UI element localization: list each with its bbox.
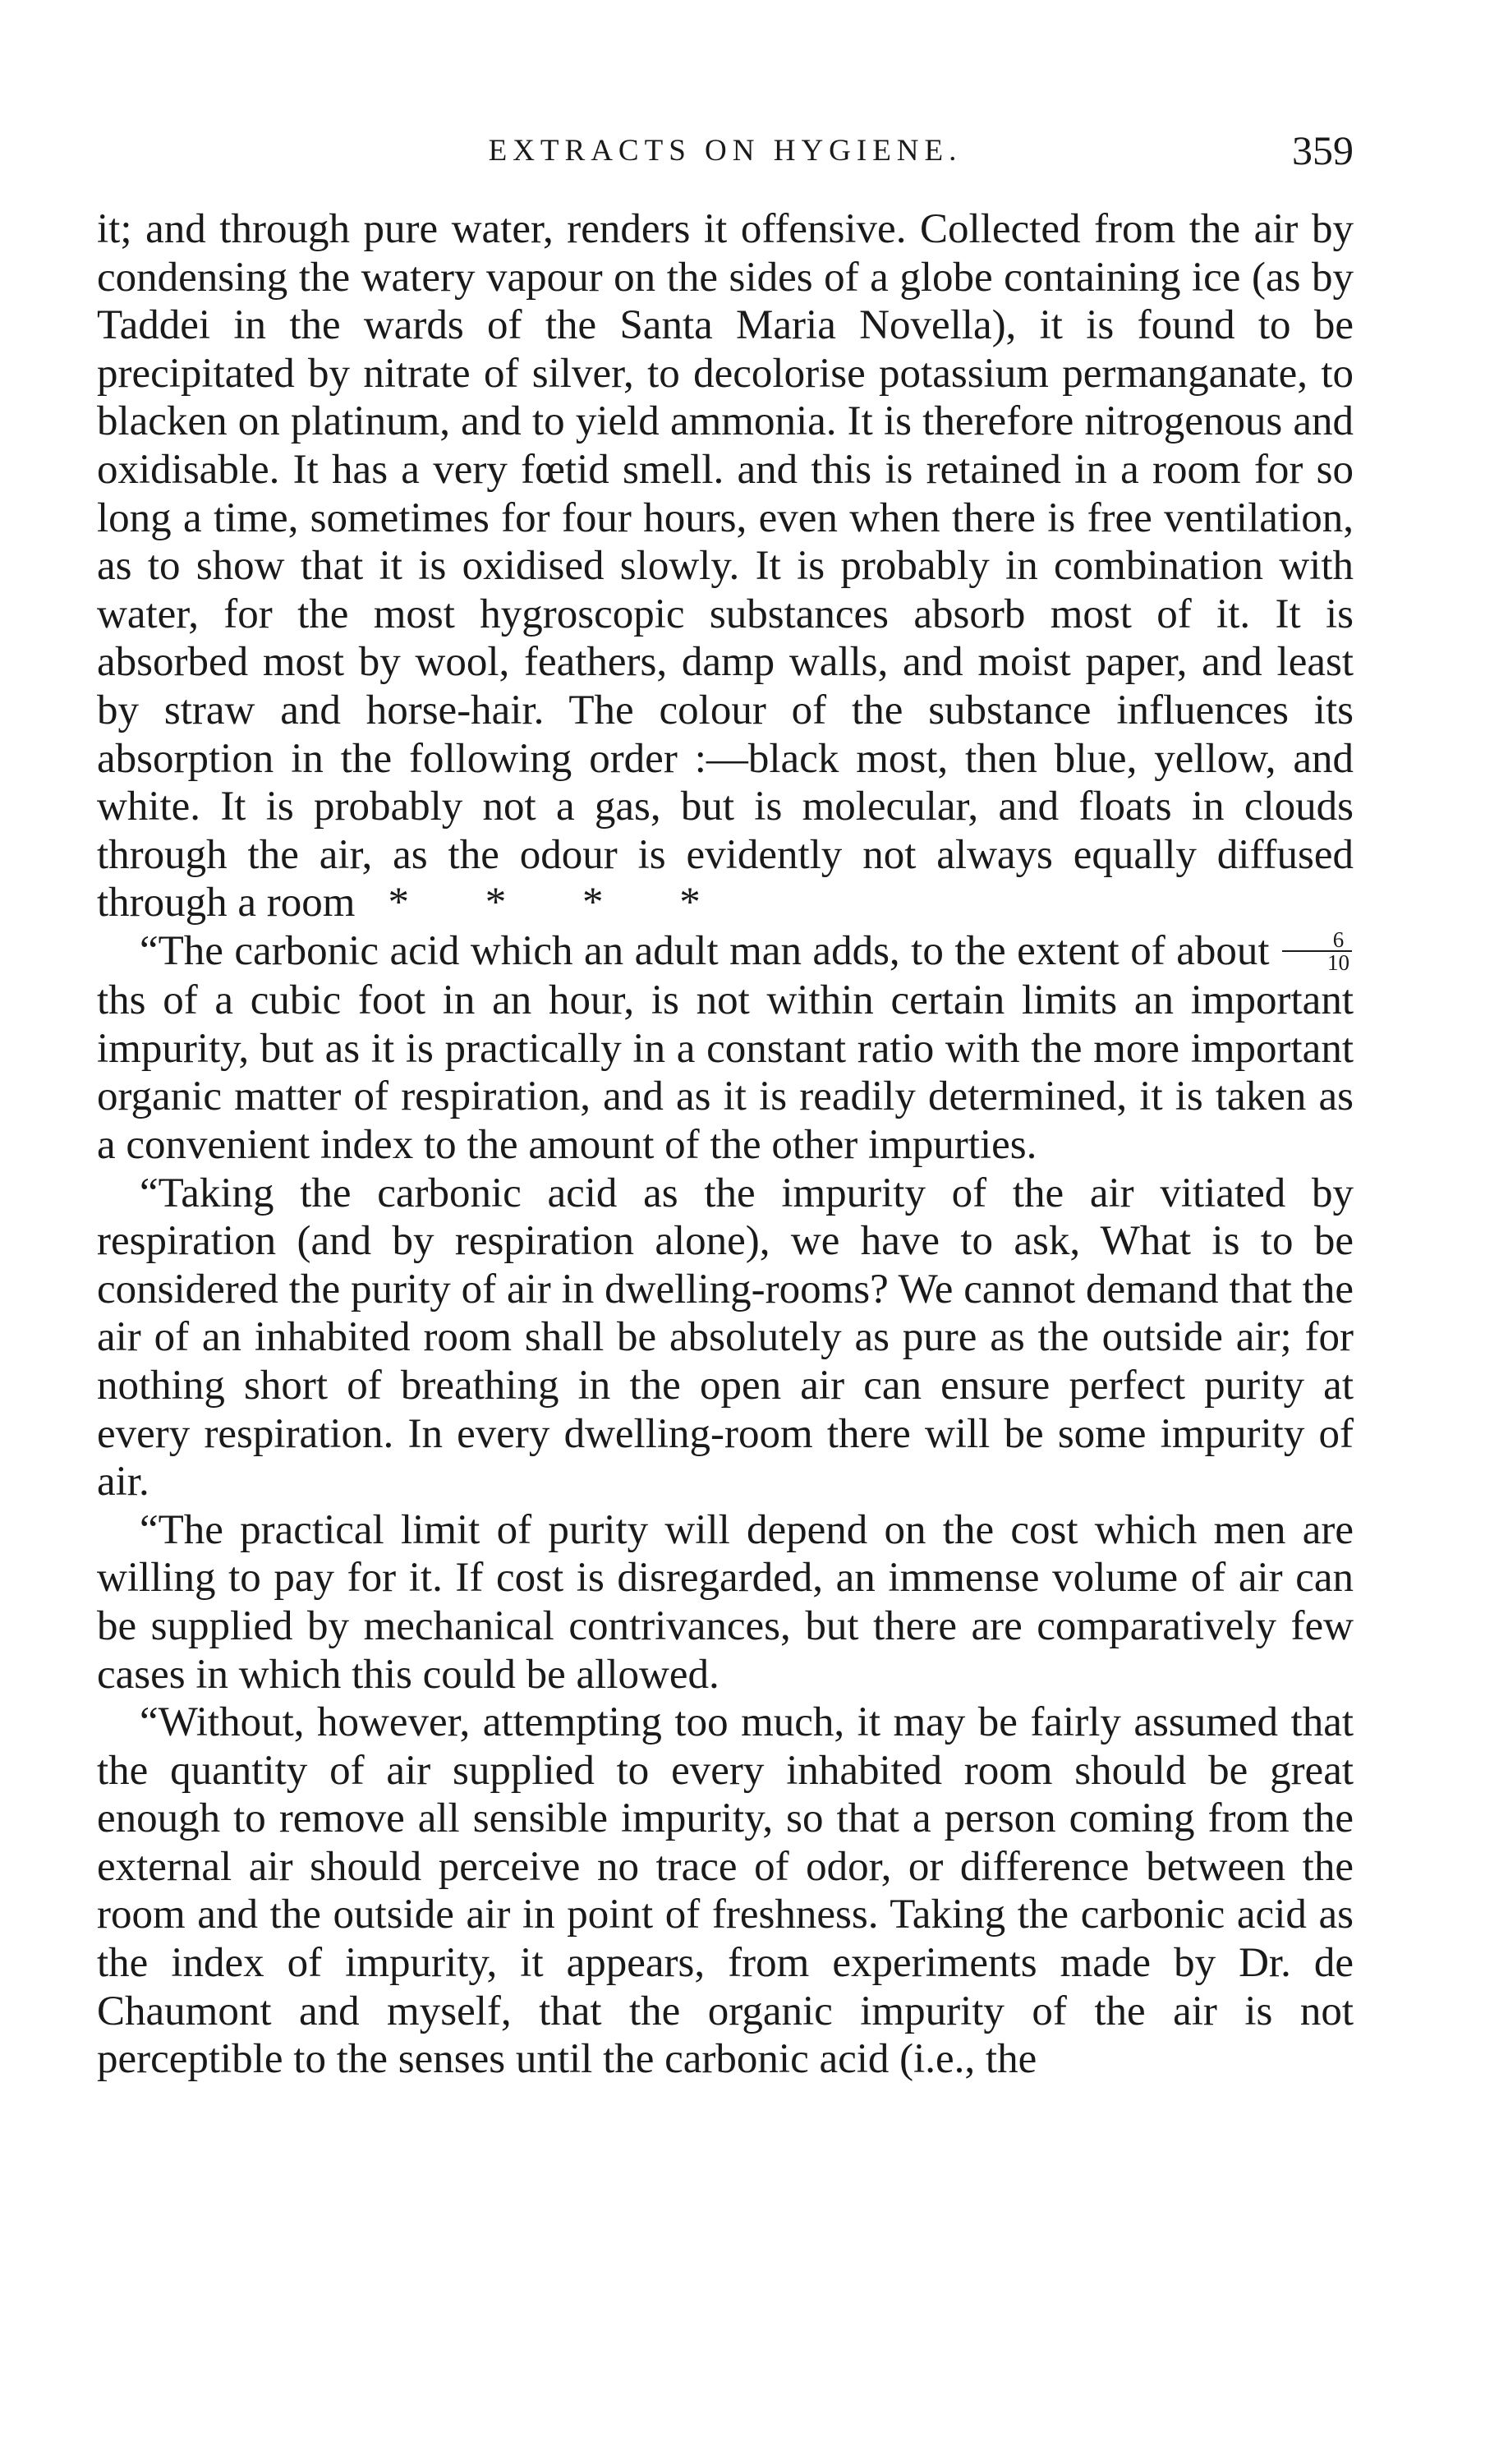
paragraph-1 — [97, 205, 1354, 927]
fraction-numerator: 6 — [1282, 929, 1352, 952]
paragraph-2-text-before: “The carbonic acid which an adult man adds, to the extent of about — [140, 927, 1270, 974]
paragraph-5: “Without, however, attempting too much, it may be fairly assumed that the quantity of air supplied to every inhabited room should be great enough to remove all sensible impurity, so that a person coming from the external air should perceive no trace of odor, or difference between the room and the outside air in point of freshness. Taking the carbonic acid as the index of impurity, it appears, from experiments made by Dr. de Chaumont and myself, that the organic impurity of the air is not perceptible to the senses until the carbonic acid (i.e., the — [97, 1699, 1354, 2083]
paragraph-4: “The practical limit of purity will depend on the cost which men are willing to pay for it. If cost is disregarded, an immense volume of air can be supplied by mechanical contrivances, but there are comparatively few cases in which this could be allowed. — [97, 1506, 1354, 1698]
book-page — [97, 123, 1354, 2084]
fraction-denominator: 10 — [1327, 950, 1350, 976]
body-text — [97, 205, 1354, 2084]
section-break-asterisks: * * * * — [388, 880, 733, 926]
paragraph-1-text: it; and through pure water, renders it offensive. Collected from the air by condensing the watery vapour on the sides of a globe containing ice (as by Taddei in the wards of the Santa Maria Novella), it is found to be precipitated by nitrate of silver, to decolorise potassium permanganate, to blacken on platinum, and to yield ammonia. It is therefore nitrogenous and oxidisable. It has a very fœtid smell. and this is retained in a room for so long a time, sometimes for four hours, even when there is free ventilation, as to show that it is oxidised slowly. It is probably in combination with water, for the most hygroscopic substances absorb most of it. It is absorbed most by wool, feathers, damp walls, and moist paper, and least by straw and horse-hair. The colour of the substance influences its absorption in the following order :—black most, then blue, yellow, and white. It is probably not a gas, but is molecular, and floats in clouds through the air, as the odour is evidently not always equally diffused through a room — [97, 206, 1354, 926]
running-title: EXTRACTS ON HYGIENE. — [488, 134, 963, 168]
paragraph-2-text-after: ths of a cubic foot in an hour, is not within certain limits an important impurity, but as it is practically in a constant ratio with the more important organic matter of respiration, and as it is readily determined, it is taken as a convenient index to the amount of the other impurties. — [97, 977, 1354, 1168]
paragraph-2 — [97, 927, 1354, 1170]
page-number: 359 — [1292, 127, 1354, 173]
running-head — [97, 123, 1354, 181]
fraction-six-tenths — [1282, 927, 1352, 976]
paragraph-3: “Taking the carbonic acid as the impurity of the air vitiated by respiration (and by respiration alone), we have to ask, What is to be considered the purity of air in dwelling-rooms? We cannot demand that the air of an inhabited room shall be absolutely as pure as the outside air; for nothing short of breathing in the open air can ensure perfect purity at every respiration. In every dwelling-room there will be some impurity of air. — [97, 1170, 1354, 1506]
